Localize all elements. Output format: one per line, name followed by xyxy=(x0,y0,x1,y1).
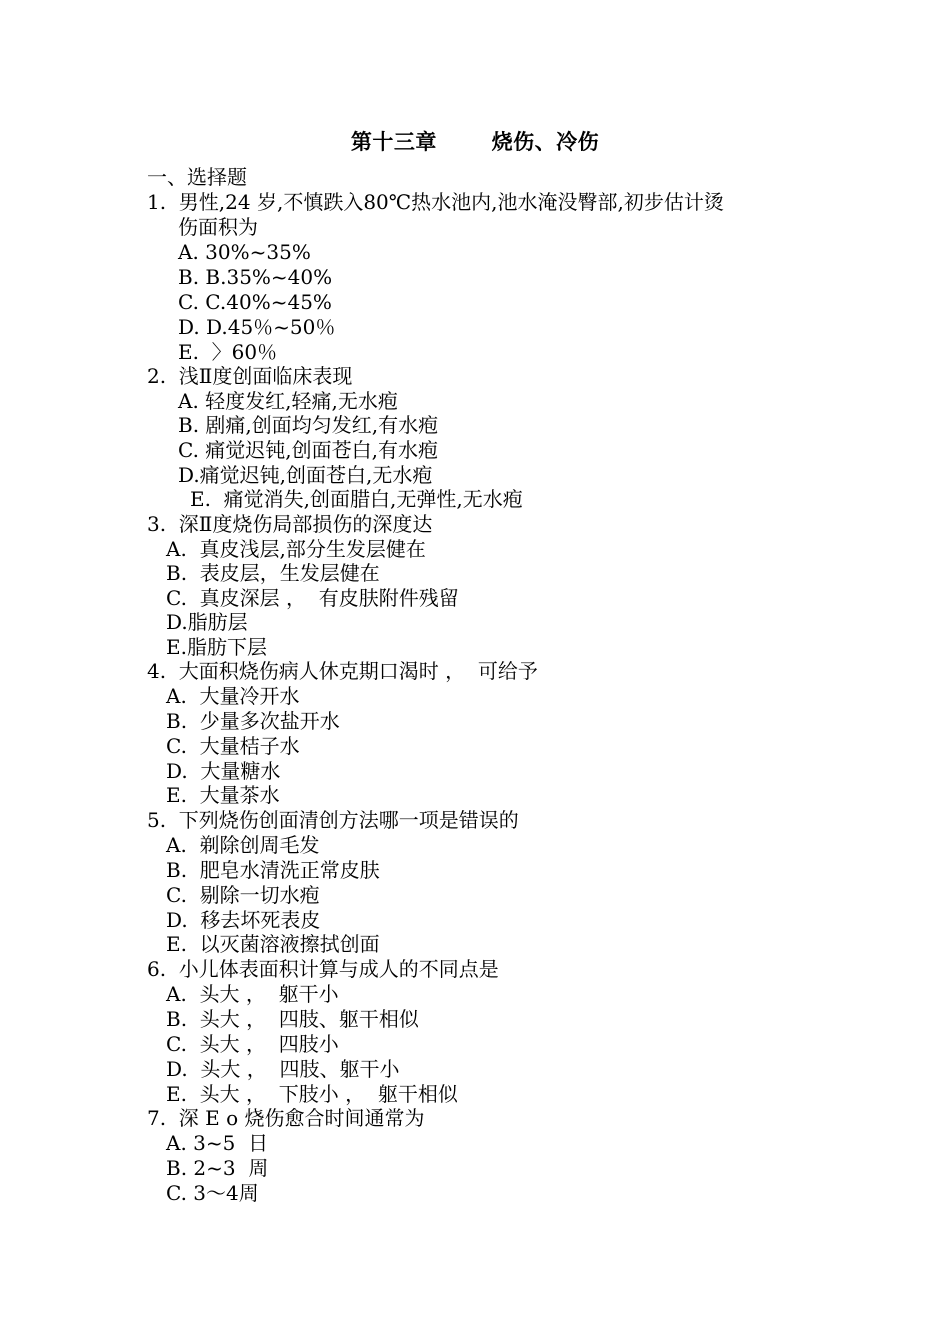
option: D. 大量糖水 xyxy=(166,759,281,783)
option: D. 头大 ， 四肢、躯干小 xyxy=(166,1057,400,1081)
option: C. 剔除一切水疱 xyxy=(166,883,320,907)
option: D.脂肪层 xyxy=(166,610,248,634)
option: A. 大量冷开水 xyxy=(166,684,300,708)
question-stem: 5. 下列烧伤创面清创方法哪一项是错误的 xyxy=(147,808,519,832)
option: C. C.40%~45% xyxy=(178,290,332,314)
option: C. 真皮深层 ， 有皮肤附件残留 xyxy=(166,586,459,610)
option: A. 30%~35% xyxy=(178,240,311,264)
option: D. D.45％~50％ xyxy=(178,315,336,339)
option: E. 大量茶水 xyxy=(166,783,280,807)
option: A. 真皮浅层,部分生发层健在 xyxy=(166,537,426,561)
option: D.痛觉迟钝,创面苍白,无水疱 xyxy=(178,463,433,487)
chapter-title: 第十三章 烧伤、冷伤 xyxy=(350,129,600,154)
question-stem: 6. 小儿体表面积计算与成人的不同点是 xyxy=(147,957,499,981)
question-stem: 4. 大面积烧伤病人休克期口渴时 ， 可给予 xyxy=(147,659,538,683)
question-stem: 3. 深Ⅱ度烧伤局部损伤的深度达 xyxy=(147,512,433,536)
option: A. 剃除创周毛发 xyxy=(166,833,320,857)
option: B. 少量多次盐开水 xyxy=(166,709,340,733)
option: C. 3～4周 xyxy=(166,1181,259,1205)
option: C. 大量桔子水 xyxy=(166,734,300,758)
option: C. 头大 ， 四肢小 xyxy=(166,1032,339,1056)
option: B. 头大 ， 四肢、躯干相似 xyxy=(166,1007,419,1031)
section-heading: 一、选择题 xyxy=(147,165,247,189)
option: B. 肥皂水清洗正常皮肤 xyxy=(166,858,380,882)
option: E. 〉60％ xyxy=(178,340,278,364)
option: B. 表皮层，生发层健在 xyxy=(166,561,380,585)
question-stem: 2. 浅Ⅱ度创面临床表现 xyxy=(147,364,353,388)
option: D. 移去坏死表皮 xyxy=(166,908,321,932)
option: E. 痛觉消失,创面腊白,无弹性,无水疱 xyxy=(190,487,523,511)
question-stem-continuation: 伤面积为 xyxy=(178,215,258,239)
option: A. 轻度发红,轻痛,无水疱 xyxy=(178,389,398,413)
option: E.脂肪下层 xyxy=(166,635,267,659)
option: C. 痛觉迟钝,创面苍白,有水疱 xyxy=(178,438,439,462)
option: E. 以灭菌溶液擦拭创面 xyxy=(166,932,380,956)
question-stem: 7. 深 E o 烧伤愈合时间通常为 xyxy=(147,1106,425,1130)
question-stem: 1. 男性,24 岁,不慎跌入80℃热水池内,池水淹没臀部,初步估计烫 xyxy=(147,190,724,214)
option: B. 剧痛,创面均匀发红,有水疱 xyxy=(178,413,439,437)
option: B. 2~3 周 xyxy=(166,1156,269,1180)
option: E. 头大 ， 下肢小 ， 躯干相似 xyxy=(166,1082,458,1106)
option: A. 3~5 日 xyxy=(166,1131,269,1155)
option: B. B.35%~40% xyxy=(178,265,333,289)
option: A. 头大 ， 躯干小 xyxy=(166,982,339,1006)
